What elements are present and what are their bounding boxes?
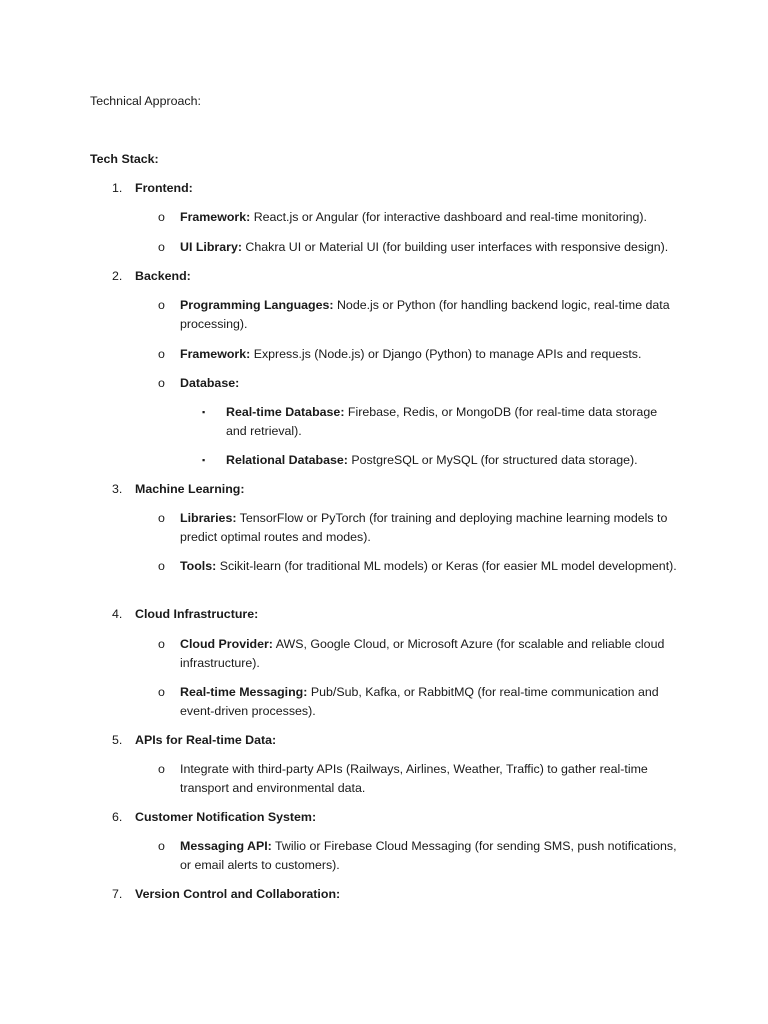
item-number: 6. <box>112 810 123 824</box>
circle-bullet-icon: o <box>158 637 165 651</box>
sub-item-label: Framework: <box>180 347 251 361</box>
sub-sub-item-body: Firebase, Redis, or MongoDB (for real-time data storage and retrieval). <box>226 405 658 438</box>
sub-item-label: Tools: <box>180 559 217 573</box>
circle-bullet-icon: o <box>158 298 165 312</box>
sub-item-label: Libraries: <box>180 511 237 525</box>
sub-item-label: Framework: <box>180 210 251 224</box>
item-number: 2. <box>112 269 123 283</box>
circle-bullet-icon: o <box>158 347 165 361</box>
item-number: 7. <box>112 887 123 901</box>
tech-stack-heading: Tech Stack: <box>90 152 159 166</box>
sub-sub-item-body: PostgreSQL or MySQL (for structured data storage). <box>347 453 638 467</box>
circle-bullet-icon: o <box>158 762 165 776</box>
sub-item-text <box>180 635 680 673</box>
sub-item-text <box>180 374 680 393</box>
circle-bullet-icon: o <box>158 511 165 525</box>
item-heading: Version Control and Collaboration: <box>135 887 341 901</box>
sub-item-label: Messaging API: <box>180 839 272 853</box>
sub-item-text <box>180 345 680 364</box>
sub-item-text <box>180 837 680 875</box>
sub-item-body: Node.js or Python (for handling backend logic, real-time data processing). <box>180 298 670 331</box>
sub-item-text <box>180 683 680 721</box>
sub-item-body: Integrate with third-party APIs (Railways, Airlines, Weather, Traffic) to gather real-time transport and environmental data. <box>180 762 648 795</box>
item-heading: Customer Notification System: <box>135 810 317 824</box>
item-number: 3. <box>112 482 123 496</box>
sub-item-body: Pub/Sub, Kafka, or RabbitMQ (for real-time communication and event-driven processes). <box>180 685 659 718</box>
sub-sub-item-text <box>226 403 666 441</box>
sub-item-body: Twilio or Firebase Cloud Messaging (for sending SMS, push notifications, or email alerts to customers). <box>180 839 677 872</box>
sub-item-label: Programming Languages: <box>180 298 334 312</box>
item-heading: APIs for Real-time Data: <box>135 733 277 747</box>
sub-item-body: React.js or Angular (for interactive dashboard and real-time monitoring). <box>250 210 647 224</box>
circle-bullet-icon: o <box>158 685 165 699</box>
sub-item-text <box>180 208 680 227</box>
square-bullet-icon: ▪ <box>202 455 206 465</box>
sub-item-body: Express.js (Node.js) or Django (Python) to manage APIs and requests. <box>250 347 642 361</box>
circle-bullet-icon: o <box>158 839 165 853</box>
sub-item-text <box>180 509 680 547</box>
item-heading: Machine Learning: <box>135 482 245 496</box>
sub-item-text <box>180 296 680 334</box>
item-heading: Cloud Infrastructure: <box>135 607 259 621</box>
sub-item-text <box>180 557 680 576</box>
circle-bullet-icon: o <box>158 376 165 390</box>
square-bullet-icon: ▪ <box>202 407 206 417</box>
item-heading: Frontend: <box>135 181 193 195</box>
sub-item-label: Cloud Provider: <box>180 637 273 651</box>
sub-item-body: AWS, Google Cloud, or Microsoft Azure (for scalable and reliable cloud infrastructure). <box>180 637 665 670</box>
circle-bullet-icon: o <box>158 210 165 224</box>
sub-item-label: Real-time Messaging: <box>180 685 308 699</box>
sub-item-body: TensorFlow or PyTorch (for training and deploying machine learning models to predict optimal routes and modes). <box>180 511 668 544</box>
item-number: 4. <box>112 607 123 621</box>
sub-item-text <box>180 760 680 798</box>
sub-item-label: Database: <box>180 376 240 390</box>
item-heading: Backend: <box>135 269 191 283</box>
sub-sub-item-text <box>226 451 666 470</box>
circle-bullet-icon: o <box>158 559 165 573</box>
sub-sub-item-label: Real-time Database: <box>226 405 345 419</box>
sub-sub-item-label: Relational Database: <box>226 453 348 467</box>
circle-bullet-icon: o <box>158 240 165 254</box>
item-number: 1. <box>112 181 123 195</box>
item-number: 5. <box>112 733 123 747</box>
sub-item-body: Scikit-learn (for traditional ML models) or Keras (for easier ML model development). <box>216 559 677 573</box>
sub-item-body: Chakra UI or Material UI (for building user interfaces with responsive design). <box>241 240 669 254</box>
sub-item-label: UI Library: <box>180 240 242 254</box>
sub-item-text <box>180 238 680 257</box>
document-title: Technical Approach: <box>90 94 201 108</box>
